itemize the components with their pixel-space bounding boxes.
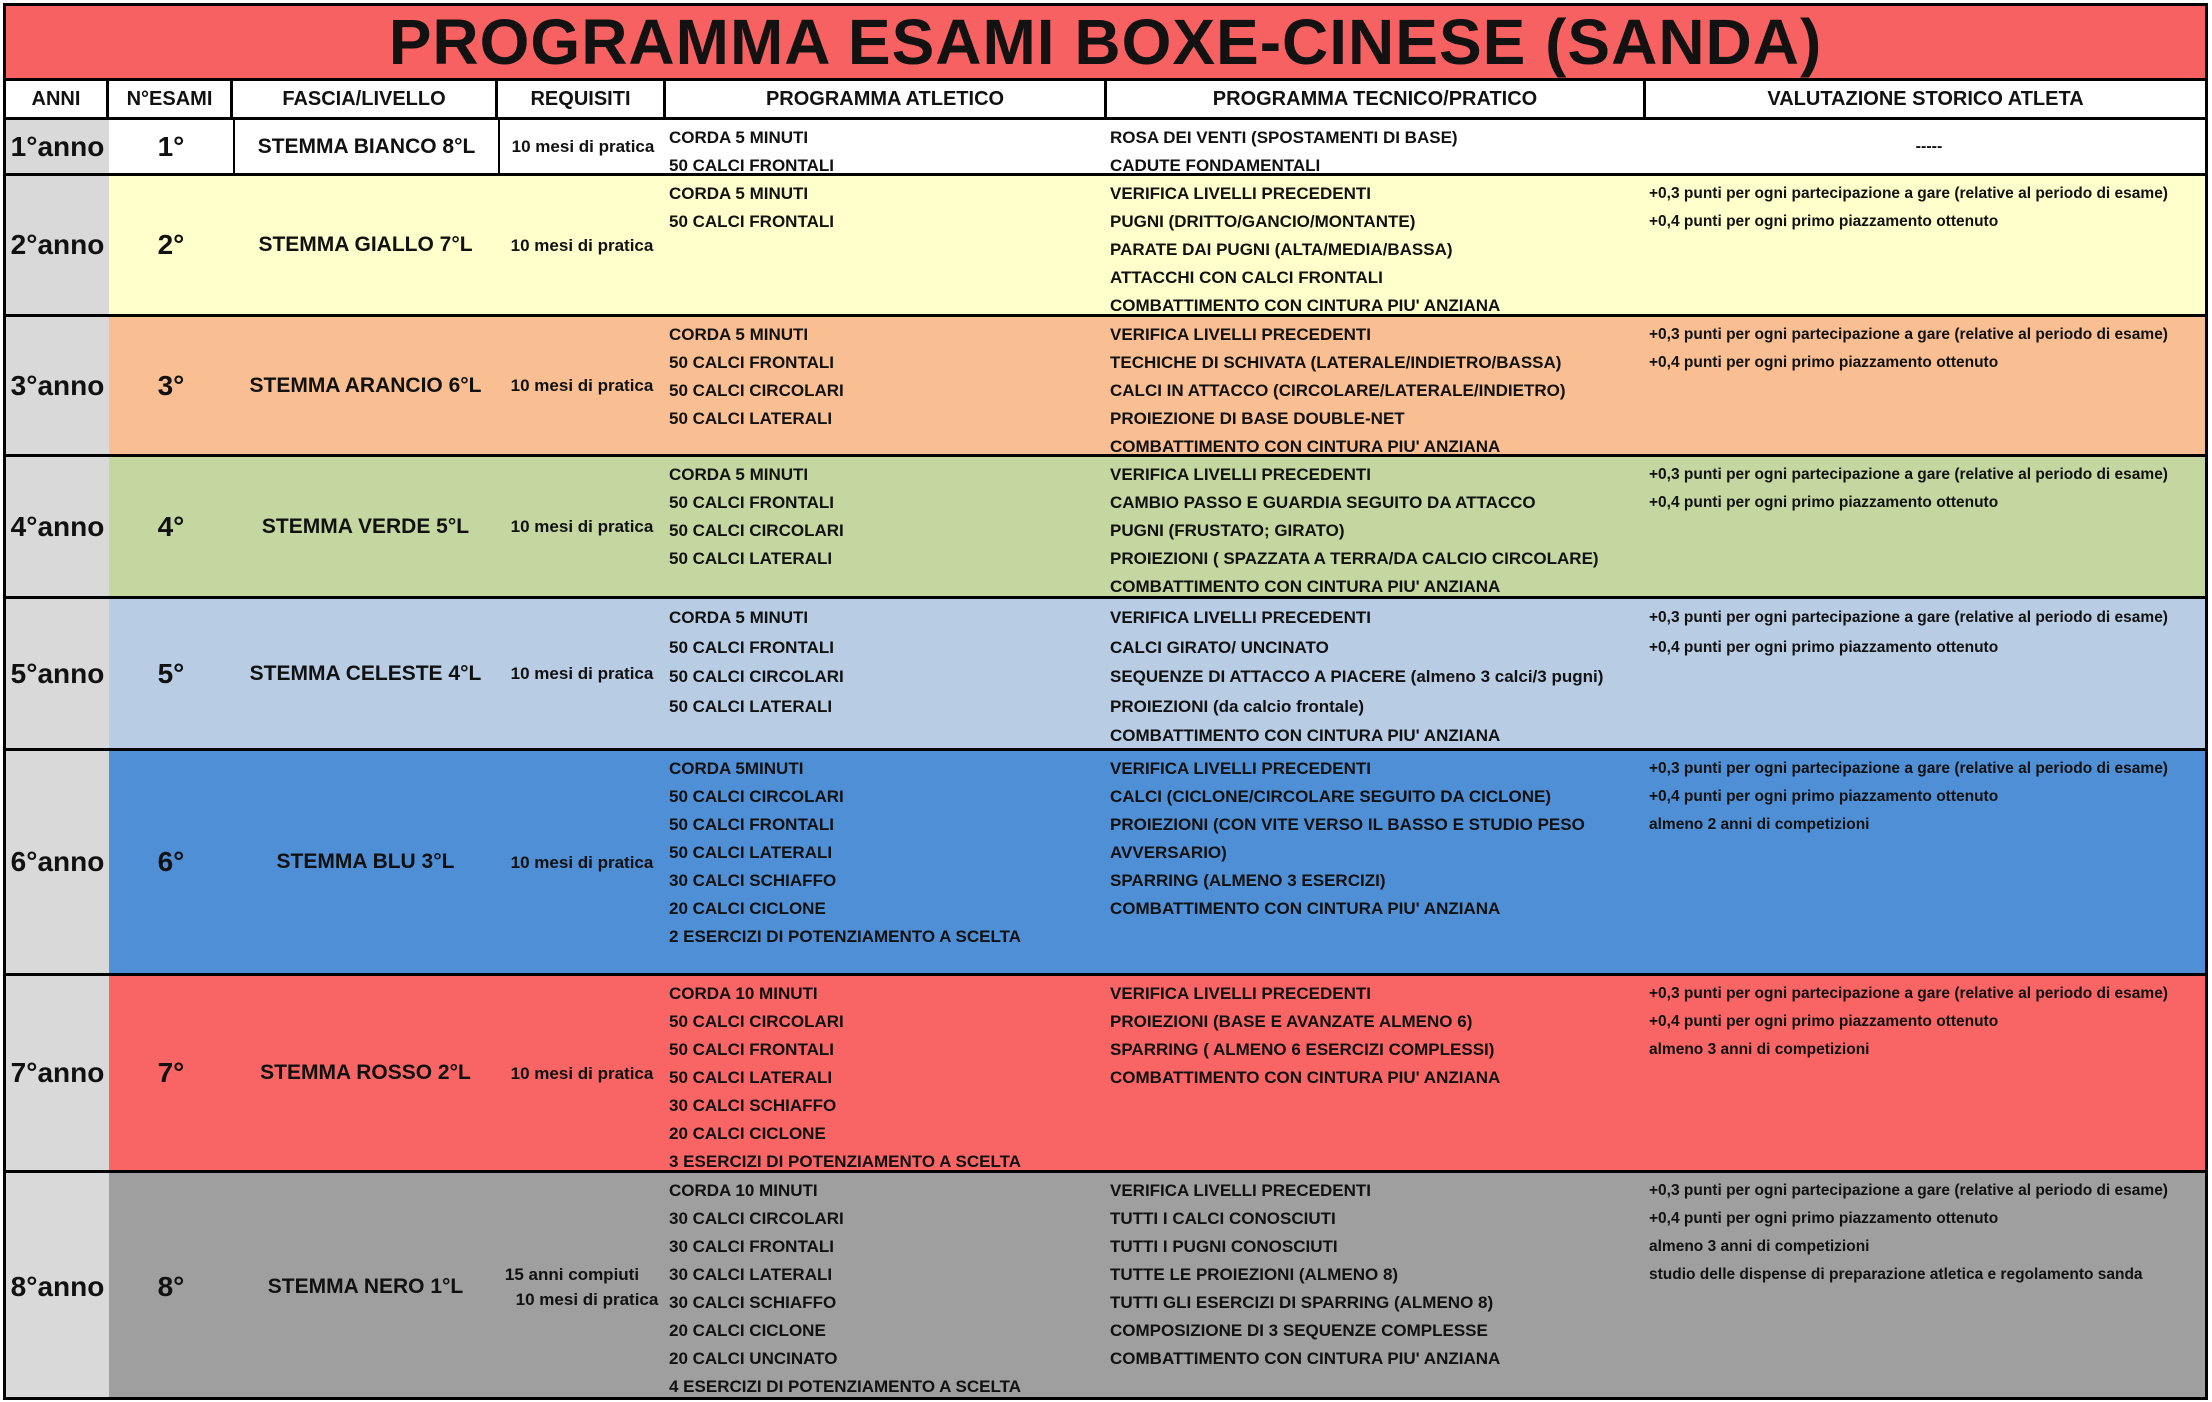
list-item: CALCI IN ATTACCO (CIRCOLARE/LATERALE/INDIETRO) [1110,381,1566,400]
requirement-text: 10 mesi di pratica [510,517,654,536]
list-item: +0,4 punti per ogni primo piazzamento ottenuto [1649,494,1999,511]
exam-number-cell: 2° [157,229,185,260]
evaluation-list [1649,321,2208,377]
list-item: COMBATTIMENTO CON CINTURA PIU' ANZIANA [1110,899,1501,918]
list-item: CORDA 5MINUTI [669,759,804,778]
evaluation-list [1649,755,2208,839]
list-item: CORDA 5 MINUTI [669,608,809,627]
list-item: AVVERSARIO) [1110,843,1227,862]
list-item: 30 CALCI CIRCOLARI [669,1209,844,1228]
exam-row [6,976,2205,1173]
exam-row [6,120,2205,176]
athletic-program-list [669,180,1101,236]
evaluation-list [1649,461,2208,517]
list-item: 50 CALCI FRONTALI [669,353,834,372]
list-item: 50 CALCI CIRCOLARI [669,667,844,686]
list-item: VERIFICA LIVELLI PRECEDENTI [1110,759,1372,778]
list-item: +0,4 punti per ogni primo piazzamento ottenuto [1649,213,1999,230]
list-item: SPARRING (ALMENO 3 ESERCIZI) [1110,871,1386,890]
evaluation-list [1649,180,2208,236]
year-cell: 7°anno [6,976,109,1170]
list-item: 50 CALCI FRONTALI [669,1040,834,1059]
technical-program-list [1110,180,1640,320]
list-item: SPARRING ( ALMENO 6 ESERCIZI COMPLESSI) [1110,1040,1495,1059]
exam-row [6,1173,2205,1400]
athletic-program-list [669,124,1101,180]
list-item: 50 CALCI CIRCOLARI [669,521,844,540]
technical-program-list [1110,980,1640,1092]
exam-number-cell: 5° [157,657,185,689]
year-cell: 3°anno [6,317,109,454]
exam-row [6,751,2205,976]
list-item: CORDA 10 MINUTI [669,984,818,1003]
header-atletico: PROGRAMMA ATLETICO [666,81,1107,120]
requirements-cell [498,457,666,596]
cell-divider [498,120,500,173]
list-item: 50 CALCI CIRCOLARI [669,1012,844,1031]
list-item: VERIFICA LIVELLI PRECEDENTI [1110,325,1372,344]
list-item: 30 CALCI SCHIAFFO [669,1293,837,1312]
list-item: +0,3 punti per ogni partecipazione a gare (relative al periodo di esame) [1649,326,2168,343]
requirement-text: 10 mesi di pratica [510,376,654,395]
list-item: +0,3 punti per ogni partecipazione a gare (relative al periodo di esame) [1649,985,2168,1002]
list-item: VERIFICA LIVELLI PRECEDENTI [1110,984,1372,1003]
list-item: 50 CALCI LATERALI [669,409,833,428]
list-item: ROSA DEI VENTI (SPOSTAMENTI DI BASE) [1110,128,1458,147]
list-item: PUGNI (DRITTO/GANCIO/MONTANTE) [1110,212,1416,231]
technical-program-list [1110,755,1640,923]
list-item: 3 ESERCIZI DI POTENZIAMENTO A SCELTA [669,1152,1021,1171]
level-cell: STEMMA BLU 3°L [276,850,455,873]
year-cell: 6°anno [6,751,109,973]
requirement-text: 10 mesi di pratica [515,1289,659,1309]
list-item: CALCI (CICLONE/CIRCOLARE SEGUITO DA CICLONE) [1110,787,1552,806]
list-item: +0,4 punti per ogni primo piazzamento ottenuto [1649,1013,1999,1030]
athletic-program-list [669,461,1101,573]
list-item: +0,4 punti per ogni primo piazzamento ottenuto [1649,354,1999,371]
exam-number-cell: 6° [157,846,185,877]
list-item: 50 CALCI CIRCOLARI [669,381,844,400]
list-item: 50 CALCI FRONTALI [669,637,834,657]
list-item: +0,3 punti per ogni partecipazione a gare (relative al periodo di esame) [1649,185,2168,202]
list-item: PROIEZIONE DI BASE DOUBLE-NET [1110,409,1405,428]
list-item: 50 CALCI FRONTALI [669,156,834,175]
level-cell: STEMMA ARANCIO 6°L [249,373,482,397]
list-item: TUTTI I PUGNI CONOSCIUTI [1110,1237,1338,1256]
level-cell: STEMMA GIALLO 7°L [258,233,473,256]
requirements-cell [498,1173,666,1400]
list-item: CORDA 5 MINUTI [669,184,809,203]
list-item: TECHICHE DI SCHIVATA (LATERALE/INDIETRO/BASSA) [1110,353,1562,372]
list-item: VERIFICA LIVELLI PRECEDENTI [1110,465,1372,484]
technical-program-list [1110,124,1640,180]
exam-number-cell: 3° [157,369,185,401]
list-item: VERIFICA LIVELLI PRECEDENTI [1110,608,1372,627]
list-item: almeno 3 anni di competizioni [1649,1238,1870,1255]
list-item: 30 CALCI LATERALI [669,1265,833,1284]
list-item: COMBATTIMENTO CON CINTURA PIU' ANZIANA [1110,577,1501,596]
athletic-program-list [669,603,1101,721]
list-item: COMBATTIMENTO CON CINTURA PIU' ANZIANA [1110,296,1501,315]
list-item: +0,4 punti per ogni primo piazzamento ottenuto [1649,788,1999,805]
sheet-title: PROGRAMMA ESAMI BOXE-CINESE (SANDA) [6,6,2205,81]
header-requisiti: REQUISITI [498,81,666,120]
list-item: PARATE DAI PUGNI (ALTA/MEDIA/BASSA) [1110,240,1453,259]
technical-program-list [1110,461,1640,601]
header-fascia: FASCIA/LIVELLO [233,81,498,120]
level-cell: STEMMA BIANCO 8°L [233,120,498,173]
requirement-text: 10 mesi di pratica [510,664,654,683]
list-item: +0,3 punti per ogni partecipazione a gare (relative al periodo di esame) [1649,609,2168,626]
exam-row [6,176,2205,317]
header-esami: N°ESAMI [109,81,233,120]
list-item: 50 CALCI FRONTALI [669,815,834,834]
exam-number-cell: 7° [157,1057,185,1088]
list-item: 50 CALCI CIRCOLARI [669,787,844,806]
requirements-cell [498,317,666,454]
requirements-cell [498,176,666,314]
technical-program-list [1110,1177,1640,1373]
evaluation-list [1649,980,2208,1064]
list-item: PROIEZIONI (BASE E AVANZATE ALMENO 6) [1110,1012,1473,1031]
list-item: +0,4 punti per ogni primo piazzamento ottenuto [1649,1210,1999,1227]
evaluation-placeholder: ----- [1915,137,1943,155]
list-item: +0,3 punti per ogni partecipazione a gare (relative al periodo di esame) [1649,466,2168,483]
technical-program-list [1110,603,1640,751]
requirement-text: 10 mesi di pratica [510,852,654,872]
list-item: CADUTE FONDAMENTALI [1110,156,1321,175]
exam-row [6,457,2205,599]
requirement-text: 10 mesi di pratica [510,235,654,255]
list-item: 50 CALCI FRONTALI [669,493,834,512]
list-item: CORDA 5 MINUTI [669,465,809,484]
level-cell: STEMMA VERDE 5°L [261,514,470,538]
exam-number-cell: 1° [157,130,185,162]
list-item: +0,3 punti per ogni partecipazione a gare (relative al periodo di esame) [1649,760,2168,777]
year-cell: 8°anno [6,1173,109,1400]
list-item: 50 CALCI LATERALI [669,1068,833,1087]
list-item: TUTTE LE PROIEZIONI (ALMENO 8) [1110,1265,1399,1284]
list-item: ATTACCHI CON CALCI FRONTALI [1110,268,1383,287]
list-item: 20 CALCI UNCINATO [669,1349,838,1368]
requirement-text: 10 mesi di pratica [511,137,655,156]
level-cell: STEMMA ROSSO 2°L [260,1061,471,1084]
list-item: 30 CALCI SCHIAFFO [669,1096,837,1115]
list-item: 50 CALCI LATERALI [669,843,833,862]
list-item: 20 CALCI CICLONE [669,1124,826,1143]
list-item: 20 CALCI CICLONE [669,899,826,918]
header-tecnico: PROGRAMMA TECNICO/PRATICO [1107,81,1646,120]
athletic-program-list [669,980,1101,1176]
list-item: PROIEZIONI ( SPAZZATA A TERRA/DA CALCIO CIRCOLARE) [1110,549,1599,568]
list-item: PROIEZIONI (da calcio frontale) [1110,696,1365,716]
list-item: 30 CALCI SCHIAFFO [669,871,837,890]
list-item: 4 ESERCIZI DI POTENZIAMENTO A SCELTA [669,1377,1021,1396]
list-item: SEQUENZE DI ATTACCO A PIACERE (almeno 3 calci/3 pugni) [1110,667,1604,686]
athletic-program-list [669,1177,1101,1400]
requirements-cell [498,751,666,973]
list-item: studio delle dispense di preparazione atletica e regolamento sanda [1649,1266,2143,1283]
list-item: +0,3 punti per ogni partecipazione a gare (relative al periodo di esame) [1649,1182,2168,1199]
exam-number-cell: 8° [157,1270,185,1302]
list-item: PUGNI (FRUSTATO; GIRATO) [1110,521,1345,540]
header-valutazione: VALUTAZIONE STORICO ATLETA [1646,81,2205,120]
list-item: almeno 2 anni di competizioni [1649,816,1870,833]
exam-number-cell: 4° [157,510,185,542]
list-item: COMBATTIMENTO CON CINTURA PIU' ANZIANA [1110,437,1501,456]
list-item: COMBATTIMENTO CON CINTURA PIU' ANZIANA [1110,1068,1501,1087]
list-item: TUTTI GLI ESERCIZI DI SPARRING (ALMENO 8) [1110,1293,1494,1312]
evaluation-list [1649,1177,2208,1289]
list-item: CAMBIO PASSO E GUARDIA SEGUITO DA ATTACCO [1110,493,1536,512]
year-cell: 5°anno [6,599,109,748]
list-item: CORDA 5 MINUTI [669,325,809,344]
list-item: 50 CALCI FRONTALI [669,212,834,231]
requirement-text: 10 mesi di pratica [510,1063,654,1083]
year-cell: 4°anno [6,457,109,596]
athletic-program-list [669,755,1101,951]
level-cell: STEMMA CELESTE 4°L [249,661,482,685]
list-item: VERIFICA LIVELLI PRECEDENTI [1110,1181,1372,1200]
exam-row [6,317,2205,457]
evaluation-list [1649,603,2208,662]
list-item: 30 CALCI FRONTALI [669,1237,834,1256]
list-item: CORDA 5 MINUTI [669,128,809,147]
header-anni: ANNI [6,81,109,120]
list-item: 50 CALCI LATERALI [669,549,833,568]
exam-row [6,599,2205,751]
requirements-cell [498,599,666,748]
list-item: COMBATTIMENTO CON CINTURA PIU' ANZIANA [1110,726,1501,745]
year-cell: 1°anno [6,120,109,173]
list-item: CORDA 10 MINUTI [669,1181,818,1200]
list-item: PROIEZIONI (CON VITE VERSO IL BASSO E STUDIO PESO [1110,815,1585,834]
list-item: VERIFICA LIVELLI PRECEDENTI [1110,184,1372,203]
athletic-program-list [669,321,1101,433]
requirements-cell [498,976,666,1170]
list-item: COMPOSIZIONE DI 3 SEQUENZE COMPLESSE [1110,1321,1488,1340]
level-cell: STEMMA NERO 1°L [267,1274,464,1298]
cell-divider [233,120,235,173]
requirement-text: 15 anni compiuti [504,1264,640,1284]
list-item: almeno 3 anni di competizioni [1649,1041,1870,1058]
list-item: 50 CALCI LATERALI [669,696,833,716]
list-item: CALCI GIRATO/ UNCINATO [1110,637,1329,657]
list-item: +0,4 punti per ogni primo piazzamento ottenuto [1649,638,1999,656]
requirements-cell [498,120,666,173]
list-item: COMBATTIMENTO CON CINTURA PIU' ANZIANA [1110,1349,1501,1368]
year-cell: 2°anno [6,176,109,314]
list-item: 2 ESERCIZI DI POTENZIAMENTO A SCELTA [669,927,1021,946]
list-item: TUTTI I CALCI CONOSCIUTI [1110,1209,1336,1228]
list-item: 20 CALCI CICLONE [669,1321,826,1340]
exam-program-sheet [3,3,2208,1400]
technical-program-list [1110,321,1640,461]
